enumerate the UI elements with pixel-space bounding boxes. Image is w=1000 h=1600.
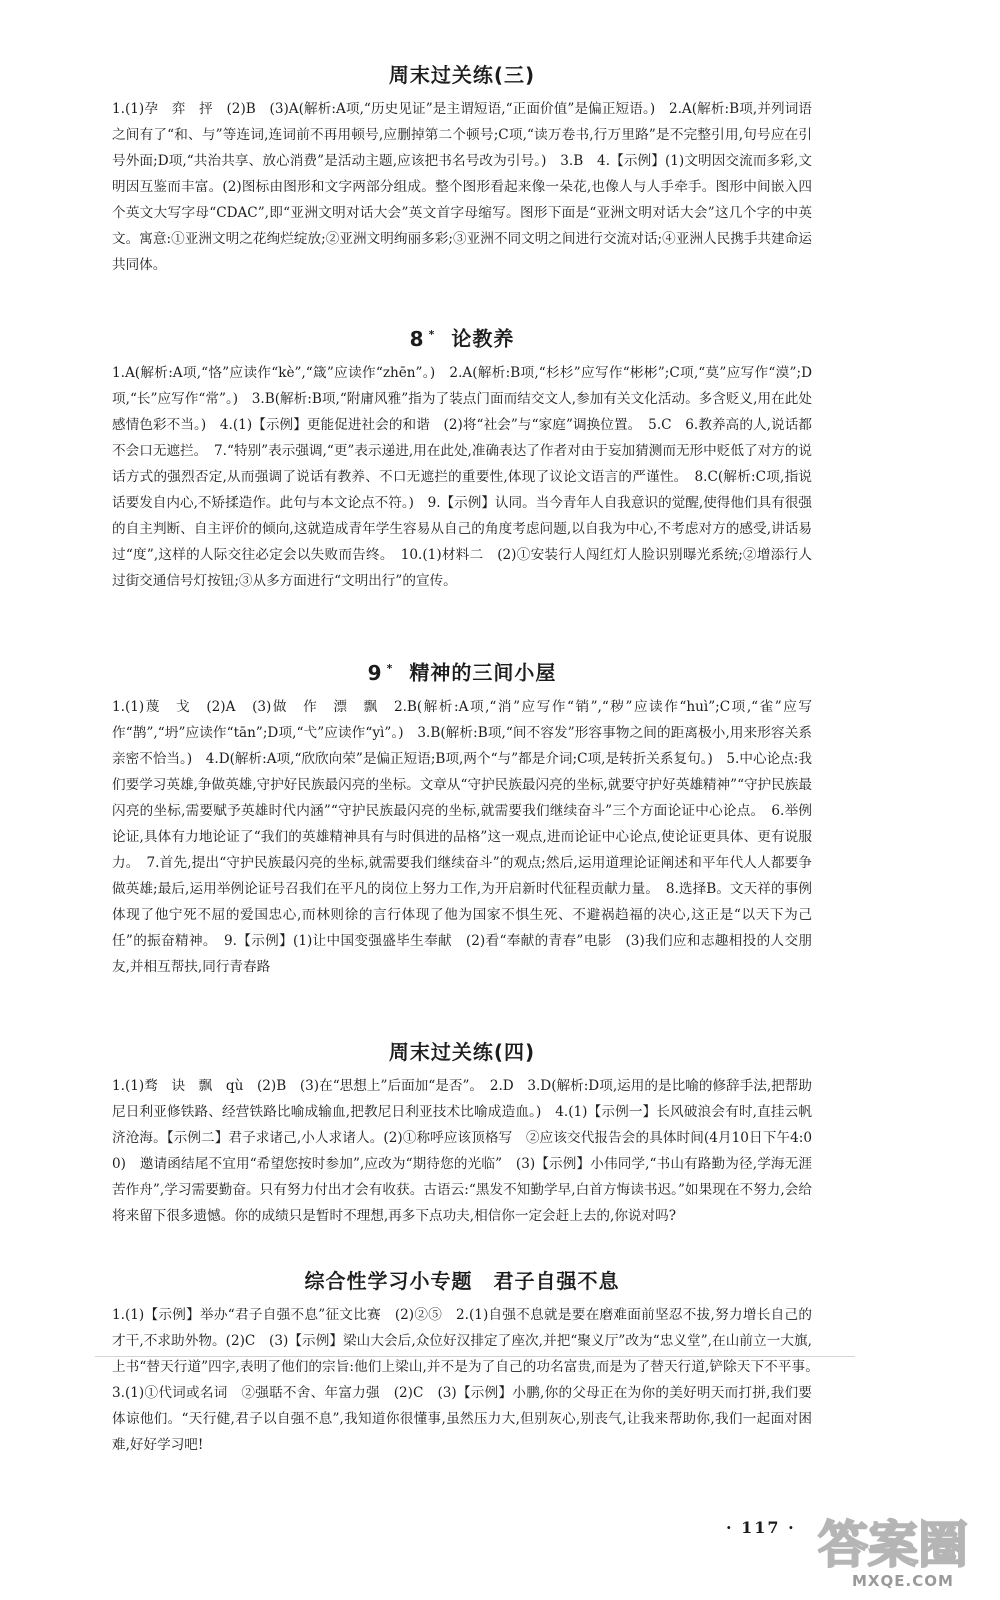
- optional-star-icon: *: [428, 328, 436, 341]
- section-title: [112, 656, 812, 686]
- lesson-title: 精神的三间小屋: [409, 660, 557, 685]
- section-body: 1.(1)【示例】举办“君子自强不息”征文比赛 (2)②⑤ 2.(1)自强不息就是要在磨难面前坚忍不拔,努力增长自己的才干,不求助外物。(2)C (3)【示例】梁山大会后,众位好汉排定了座次,并把“聚义厅”改为“忠义堂”,在山前立一大旗,上书“替天行道”四字,表明了他们的宗旨:他们上梁山,并不是为了自己的功名富贵,而是为了替天行道,铲除天下不平事。 3.(1)①代词或名词 ②强聒不舍、年富力强 (2)C (3)【示例】小鹏,你的父母正在为你的美好明天而打拼,我们要体谅他们。“天行健,君子以自强不息”,我知道你很懂事,虽然压力大,但别灰心,别丧气,让我来帮助你,我们一起面对困难,好好学习吧!: [112, 1307, 826, 1453]
- section-lesson-9: [112, 656, 812, 980]
- section-weekend-review-4: [112, 1039, 812, 1229]
- section-body: 1.A(解析:A项,“恪”应读作“kè”,“箴”应读作“zhēn”。) 2.A(解析:B项,“杉杉”应写作“彬彬”;C项,“莫”应写作“漠”;D项,“长”应写作“常”。) 3.B(解析:B项,“附庸风雅”指为了装点门面而结交文人,参加有关文化活动。多含贬义,用在此处感情色彩不当。) 4.(1)【示例】更能促进社会的和谐 (2)将“社会”与“家庭”调换位置。 5.C 6.教养高的人,说话都不会口无遮拦。 7.“特别”表示强调,“更”表示递进,用在此处,准确表达了作者对由于妄加猜测而无形中贬低了对方的说话方式的强烈否定,从而强调了说话有教养、不口无遮拦的重要性,体现了议论文语言的严谨性。 8.C(解析:C项,指说话要发自内心,不矫揉造作。此句与本文论点不符。) 9.【示例】认同。当今青年人自我意识的觉醒,使得他们具有很强的自主判断、自主评价的倾向,这就造成青年学生容易从自己的角度考虑问题,以自我为中心,不考虑对方的感受,讲话易过“度”,这样的人际交往必定会以失败而告终。 10.(1)材料二 (2)①安装行人闯红灯人脸识别曝光系统;②增添行人过街交通信号灯按钮;③从多方面进行“文明出行”的宣传。: [112, 364, 812, 589]
- watermark-logo-text: 答案圈: [818, 1516, 968, 1574]
- section-title: 综合性学习小专题 君子自强不息: [304, 1269, 620, 1293]
- lesson-title: 论教养: [451, 326, 515, 351]
- section-lesson-8: [112, 322, 812, 594]
- lesson-number: 8: [409, 326, 425, 351]
- section-title: [112, 322, 812, 352]
- watermark-site: MXQE.COM: [852, 1572, 954, 1590]
- section-body: 1.(1)骛 诀 飘 qù (2)B (3)在“思想上”后面加“是否”。 2.D 3.D(解析:D项,运用的是比喻的修辞手法,把帮助尼日利亚修铁路、经营铁路比喻成输血,把教尼日利亚技术比喻成造血。) 4.(1)【示例一】长风破浪会有时,直挂云帆济沧海。【示例二】君子求诸己,小人求诸人。(2)①称呼应该顶格写 ②应该交代报告会的具体时间(4月10日下午4:00) 邀请函结尾不宜用“希望您按时参加”,应改为“期待您的光临” (3)【示例】小伟同学,“书山有路勤为径,学海无涯苦作舟”,学习需要勤奋。只有努力付出才会有收获。古语云:“黑发不知勤学早,白首方悔读书迟。”如果现在不努力,会给将来留下很多遗憾。你的成绩只是暂时不理想,再多下点功夫,相信你一定会赶上去的,你说对吗?: [112, 1078, 812, 1224]
- lesson-number: 9: [367, 660, 383, 685]
- page-crease-line: [95, 1356, 855, 1357]
- section-comprehensive-study: [112, 1268, 826, 1458]
- section-weekend-review-3: [112, 62, 812, 278]
- section-title: 周末过关练(三): [388, 63, 536, 87]
- section-body: 1.(1)蔑 戈 (2)A (3)做 作 漂 飘 2.B(解析:A项,“消”应写作“销”,“秽”应读作“huì”;C项,“雀”应写作“鹊”,“坍”应读作“tān”;D项,“弋”应读作“yì”。) 3.B(解析:B项,“间不容发”形容事物之间的距离极小,用来形容关系亲密不恰当。) 4.D(解析:A项,“欣欣向荣”是偏正短语;B项,两个“与”都是介词;C项,是转折关系复句。) 5.中心论点:我们要学习英雄,争做英雄,守护好民族最闪亮的坐标。文章从“守护民族最闪亮的坐标,就要守护好英雄精神”“守护民族最闪亮的坐标,需要赋予英雄时代内涵”“守护民族最闪亮的坐标,就需要我们继续奋斗”三个方面论证中心论点。 6.举例论证,具体有力地论证了“我们的英雄精神具有与时俱进的品格”这一观点,进而论证中心论点,使论证更具体、更有说服力。 7.首先,提出“守护民族最闪亮的坐标,就需要我们继续奋斗”的观点;然后,运用道理论证阐述和平年代人人都要争做英雄;最后,运用举例论证号召我们在平凡的岗位上努力工作,为开启新时代征程贡献力量。 8.选择B。文天祥的事例体现了他宁死不屈的爱国忠心,而林则徐的言行体现了他为国家不惧生死、不避祸趋福的决心,这正是“以天下为己任”的振奋精神。 9.【示例】(1)让中国变强盛毕生奉献 (2)看“奉献的青春”电影 (3)我们应和志趣相投的人交朋友,并相互帮扶,同行青春路: [112, 698, 812, 975]
- page-number: · 117 ·: [726, 1518, 796, 1537]
- optional-star-icon: *: [386, 662, 394, 675]
- section-body: 1.(1)孕 弈 抨 (2)B (3)A(解析:A项,“历史见证”是主谓短语,“正面价值”是偏正短语。) 2.A(解析:B项,并列词语之间有了“和、与”等连词,连词前不再用顿号,应删掉第二个顿号;C项,“读万卷书,行万里路”是不完整引用,句号应在引号外面;D项,“共治共享、放心消费”是活动主题,应该把书名号改为引号。) 3.B 4.【示例】(1)文明因交流而多彩,文明因互鉴而丰富。(2)图标由图形和文字两部分组成。整个图形看起来像一朵花,也像人与人手牵手。图形中间嵌入四个英文大写字母“CDAC”,即“亚洲文明对话大会”英文首字母缩写。图形下面是“亚洲文明对话大会”这几个字的中英文。寓意:①亚洲文明之花绚烂绽放;②亚洲文明绚丽多彩;③亚洲不同文明之间进行交流对话;④亚洲人民携手共建命运共同体。: [112, 101, 812, 273]
- section-title: 周末过关练(四): [388, 1040, 536, 1064]
